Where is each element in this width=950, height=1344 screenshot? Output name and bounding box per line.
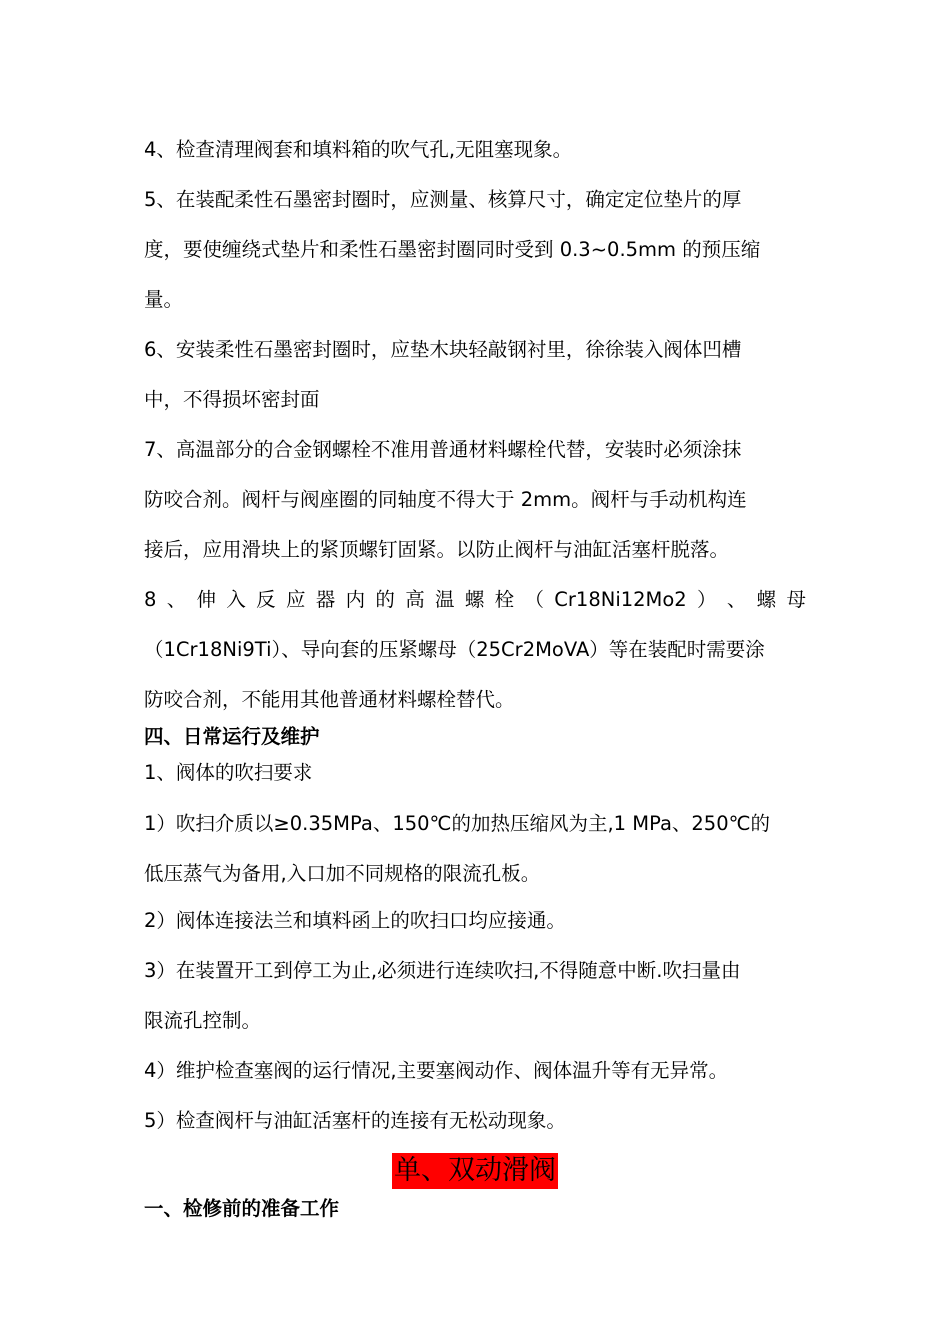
purge-item-3-line-2: 限流孔控制。 [144, 1009, 262, 1032]
section-heading-daily-operation: 四、日常运行及维护 [144, 725, 320, 748]
purge-item-2: 2）阀体连接法兰和填料函上的吹扫口均应接通。 [144, 909, 566, 932]
section-title-slide-valves: 单、双动滑阀 [392, 1153, 558, 1189]
paragraph-item-8-token: 8 [144, 588, 157, 611]
paragraph-item-7-line-3: 接后，应用滑块上的紧顶螺钉固紧。以防止阀杆与油缸活塞杆脱落。 [144, 538, 730, 561]
paragraph-item-8-token: 母 [786, 588, 806, 611]
paragraph-item-8-token: 应 [285, 588, 306, 611]
paragraph-item-8-token: 螺 [464, 588, 485, 611]
paragraph-item-7-line-2: 防咬合剂。阀杆与阀座圈的同轴度不得大于 2mm。阀杆与手动机构连 [144, 488, 747, 511]
purge-item-1-line-2: 低压蒸气为备用,入口加不同规格的限流孔板。 [144, 862, 541, 885]
title-wrapper [0, 1153, 950, 1189]
paragraph-item-8-token: ） [697, 588, 717, 611]
paragraph-item-5-line-2: 度，要使缠绕式垫片和柔性石墨密封圈同时受到 0.3~0.5mm 的预压缩 [144, 238, 761, 261]
paragraph-item-8-token: Cr18Ni12Mo2 [554, 588, 687, 611]
paragraph-item-8-token: 伸 [196, 588, 217, 611]
paragraph-item-8-token: （ [524, 588, 544, 611]
paragraph-item-8-token: 器 [315, 588, 336, 611]
purge-item-5: 5）检查阀杆与油缸活塞杆的连接有无松动现象。 [144, 1109, 566, 1132]
paragraph-item-8-line-1 [144, 587, 806, 613]
paragraph-item-8-token: 、 [166, 588, 187, 611]
paragraph-item-8-token: 反 [256, 588, 276, 611]
section-heading-preparation: 一、检修前的准备工作 [144, 1197, 340, 1220]
paragraph-item-8-token: 内 [345, 588, 366, 611]
paragraph-item-4: 4、检查清理阀套和填料箱的吹气孔,无阻塞现象。 [144, 138, 573, 161]
paragraph-item-8-token: 温 [435, 588, 455, 611]
subheading-purge-requirements: 1、阀体的吹扫要求 [144, 761, 313, 784]
purge-item-4: 4）维护检查塞阀的运行情况,主要塞阀动作、阀体温升等有无异常。 [144, 1059, 729, 1082]
paragraph-item-8-line-3: 防咬合剂，不能用其他普通材料螺栓替代。 [144, 688, 515, 711]
paragraph-item-8-token: 入 [226, 588, 246, 611]
purge-item-3-line-1: 3）在装置开工到停工为止,必须进行连续吹扫,不得随意中断.吹扫量由 [144, 959, 741, 982]
paragraph-item-8-line-2: （1Cr18Ni9Ti）、导向套的压紧螺母（25Cr2MoVA）等在装配时需要涂 [144, 638, 765, 661]
paragraph-item-8-token: 、 [726, 588, 747, 611]
paragraph-item-8-token: 栓 [494, 588, 515, 611]
paragraph-item-8-token: 螺 [756, 588, 777, 611]
paragraph-item-8-token: 高 [405, 588, 425, 611]
purge-item-1-line-1: 1）吹扫介质以≥0.35MPa、150℃的加热压缩风为主,1 MPa、250℃的 [144, 812, 771, 835]
paragraph-item-6-line-1: 6、安装柔性石墨密封圈时，应垫木块轻敲钢衬里，徐徐装入阀体凹槽 [144, 338, 742, 361]
paragraph-item-7-line-1: 7、高温部分的合金钢螺栓不准用普通材料螺栓代替，安装时必须涂抹 [144, 438, 742, 461]
paragraph-item-8-token: 的 [375, 588, 395, 611]
paragraph-item-6-line-2: 中，不得损坏密封面 [144, 388, 320, 411]
paragraph-item-5-line-1 [144, 187, 806, 213]
paragraph-item-5-line-3: 量。 [144, 288, 184, 311]
paragraph-item-5-text: 5、在装配柔性石墨密封圈时，应测量、核算尺寸，确定定位垫片的厚 [144, 188, 742, 211]
